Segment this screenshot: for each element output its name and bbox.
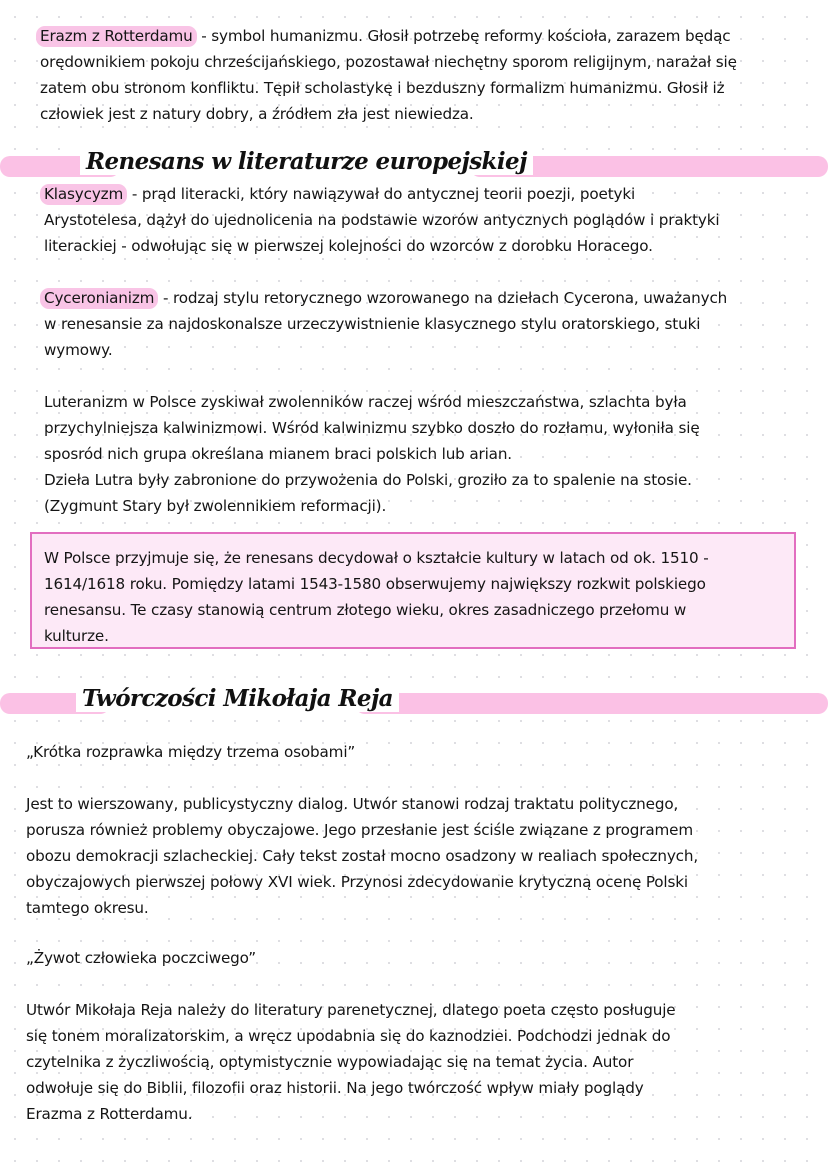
callout-line-4: kulturze. xyxy=(44,627,109,645)
erasmus-paragraph xyxy=(40,23,737,127)
callout-line-2: 1614/1618 roku. Pomiędzy latami 1543-1580 obserwujemy największy rozkwit polskiego xyxy=(44,575,706,593)
zywot-line-2: się tonem moralizatorskim, a wręcz upodabnia się do kaznodziei. Podchodzi jednak do xyxy=(26,1027,671,1045)
heading-band-right-2 xyxy=(355,693,828,714)
krotka-line-2: porusza również problemy obyczajowe. Jego przesłanie jest ściśle związane z programem xyxy=(26,821,693,839)
krotka-line-5: tamtego okresu. xyxy=(26,899,149,917)
klasycyzm-line-3: literackiej - odwołując się w pierwszej kolejności do wzorców z dorobku Horacego. xyxy=(44,237,653,255)
krotka-line-1: Jest to wierszowany, publicystyczny dialog. Utwór stanowi rodzaj traktatu politycznego, xyxy=(26,795,679,813)
zywot-paragraph xyxy=(26,997,675,1127)
erasmus-line-3: zatem obu stronom konfliktu. Tępił scholastykę i bezduszny formalizm humanizmu. Głosił iż xyxy=(40,79,725,97)
luteranizm-line-1: Luteranizm w Polsce zyskiwał zwolenników raczej wśród mieszczaństwa, szlachta była xyxy=(44,393,687,411)
luteranizm-line-2: przychylniejsza kalwinizmowi. Wśród kalwinizmu szybko doszło do rozłamu, wyłoniła się xyxy=(44,419,700,437)
krotka-title: „Krótka rozprawka między trzema osobami” xyxy=(26,743,356,761)
callout-line-1: W Polsce przyjmuje się, że renesans decydował o kształcie kultury w latach od ok. 1510 - xyxy=(44,549,709,567)
zywot-line-5: Erazma z Rotterdamu. xyxy=(26,1105,193,1123)
luteranizm-line-3: sposród nich grupa określana mianem braci polskich lub arian. xyxy=(44,445,512,463)
erasmus-line-1: Erazm z Rotterdamu - symbol humanizmu. Głosił potrzebę reformy kościoła, zarazem będąc xyxy=(40,23,737,49)
callout-line-3: renesansu. Te czasy stanowią centrum złotego wieku, okres zasadniczego przełomu w xyxy=(44,601,687,619)
zywot-line-1: Utwór Mikołaja Reja należy do literatury parenetycznej, dlatego poeta często posługuje xyxy=(26,1001,676,1019)
term-highlight-erasmus: Erazm z Rotterdamu xyxy=(36,26,197,47)
callout-paragraph xyxy=(44,545,709,649)
krotka-line-4: obyczajowych pierwszej połowy XVI wiek. Przynosi zdecydowanie krytyczną ocenę Polski xyxy=(26,873,688,891)
zywot-title: „Żywot człowieka poczciwego” xyxy=(26,949,256,967)
krotka-line-3: obozu demokracji szlacheckiej. Cały tekst został mocno osadzony w realiach społecznych, xyxy=(26,847,699,865)
luteranizm-line-4: Dzieła Lutra były zabronione do przywożenia do Polski, groziło za to spalenie na stosie. xyxy=(44,471,692,489)
term-highlight-cyceronianizm: Cyceronianizm xyxy=(40,288,158,309)
erasmus-line-4: człowiek jest z natury dobry, a źródłem zła jest niewiedza. xyxy=(40,105,474,123)
cyceronianizm-paragraph xyxy=(44,285,727,363)
cyceronianizm-line-3: wymowy. xyxy=(44,341,113,359)
klasycyzm-line-1: Klasycyzm - prąd literacki, który nawiązywał do antycznej teorii poezji, poetyki xyxy=(44,181,719,207)
cyceronianizm-line-1: Cyceronianizm - rodzaj stylu retorycznego wzorowanego na dziełach Cycerona, uważanych xyxy=(44,285,727,311)
luteranizm-paragraph xyxy=(44,389,700,519)
klasycyzm-line-2: Arystotelesa, dążył do ujednolicenia na podstawie wzorów antycznych poglądów i praktyki xyxy=(44,211,720,229)
zywot-line-3: czytelnika z życzliwością, optymistycznie wypowiadając się na temat życia. Autor xyxy=(26,1053,634,1071)
section-heading-renesans: Renesans w literaturze europejskiej xyxy=(80,148,533,175)
luteranizm-line-5: (Zygmunt Stary był zwolennikiem reformacji). xyxy=(44,497,387,515)
erasmus-line-2: orędownikiem pokoju chrześcijańskiego, pozostawał niechętny sporom religijnym, narażał się xyxy=(40,53,737,71)
klasycyzm-paragraph xyxy=(44,181,719,259)
section-heading-rej: Twórczości Mikołaja Reja xyxy=(76,685,399,712)
zywot-line-4: odwołuje się do Biblii, filozofii oraz historii. Na jego twórczość wpływ miały poglądy xyxy=(26,1079,644,1097)
term-highlight-klasycyzm: Klasycyzm xyxy=(40,184,127,205)
cyceronianizm-line-2: w renesansie za najdoskonalsze urzeczywistnienie klasycznego stylu oratorskiego, stuki xyxy=(44,315,701,333)
krotka-paragraph xyxy=(26,791,698,921)
